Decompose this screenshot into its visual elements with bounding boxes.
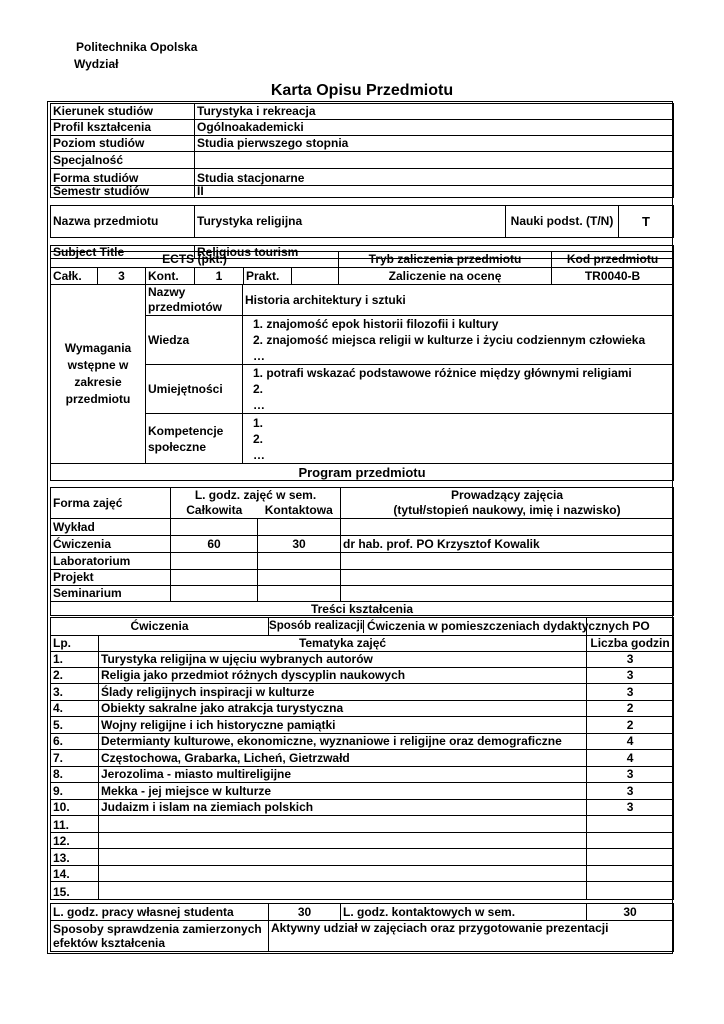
lp: 3. — [51, 684, 99, 701]
godziny — [587, 833, 674, 849]
praca-wlasna-label: L. godz. pracy własnej studenta — [51, 904, 269, 921]
class-forms-table — [50, 487, 674, 616]
kompetencje-item: … — [253, 447, 265, 462]
nazwy-label: Nazwy przedmiotów — [146, 285, 243, 316]
prerequisites-table — [50, 284, 674, 481]
umiejetnosci-item: … — [253, 398, 265, 412]
lp: 10. — [51, 800, 99, 816]
kompetencje-label: Kompetencje społeczne — [146, 414, 243, 464]
godz-kontaktowych-label: L. godz. kontaktowych w sem. — [341, 904, 587, 921]
temat: Determianty kulturowe, ekonomiczne, wyznaniowe i religijne oraz demograficzne — [99, 734, 587, 750]
wiedza-list — [243, 316, 674, 365]
prowadzacy-label: Prowadzący zajęcia — [450, 488, 564, 502]
kierunek-label: Kierunek studiów — [51, 104, 195, 120]
temat: Mekka - jej miejsce w kulturze — [99, 783, 587, 800]
forma-value: Studia stacjonarne — [195, 169, 674, 186]
sposob-label: Sposób realizacji — [269, 620, 363, 632]
page-title: Karta Opisu Przedmiotu — [270, 82, 454, 99]
tresci-title: Treści kształcenia — [51, 602, 674, 616]
temat — [99, 833, 587, 849]
temat: Jerozolima - miasto multireligijne — [99, 767, 587, 783]
liczba-godzin-label: Liczba godzin — [587, 636, 674, 652]
specjalnosc-label: Specjalność — [51, 152, 195, 169]
sposoby-sprawdzenia-label: Sposoby sprawdzenia zamierzonych efektów kształcenia — [51, 921, 269, 952]
temat — [99, 849, 587, 866]
godziny — [587, 849, 674, 866]
lp: 1. — [51, 652, 99, 668]
godziny: 4 — [587, 734, 674, 750]
nazwa-label: Nazwa przedmiotu — [51, 206, 195, 238]
umiejetnosci-label: Umiejętności — [146, 365, 243, 414]
calk-hours — [171, 553, 258, 570]
subject-label: Subject Title — [51, 246, 195, 259]
godziny: 4 — [587, 750, 674, 767]
wiedza-item: 2. znajomość miejsca religii w kulturze i życiu codziennym człowieka — [253, 333, 646, 347]
lp: 13. — [51, 849, 99, 866]
lp: 14. — [51, 866, 99, 882]
calk-hours: 60 — [171, 536, 258, 553]
godz-header — [171, 488, 341, 519]
godziny — [587, 816, 674, 833]
summary-table — [50, 903, 674, 952]
kont-label: Kont. — [146, 268, 195, 285]
wiedza-item: … — [253, 349, 265, 363]
prowadzacy-name — [341, 570, 674, 586]
forma-row-label: Laboratorium — [51, 553, 171, 570]
lp: 12. — [51, 833, 99, 849]
prowadzacy-name: dr hab. prof. PO Krzysztof Kowalik — [341, 536, 674, 553]
umiejetnosci-list — [243, 365, 674, 414]
kompetencje-item: 2. — [253, 431, 264, 446]
nauki-value: T — [619, 206, 674, 238]
ects-table — [50, 251, 674, 285]
temat: Obiekty sakralne jako atrakcja turystyczna — [99, 701, 587, 717]
kont-hours: 30 — [258, 536, 341, 553]
kont-hours — [258, 586, 341, 602]
temat: Turystyka religijna w ujęciu wybranych autorów — [99, 652, 587, 668]
calk-label: Całk. — [51, 268, 98, 285]
sposob-value: Ćwiczenia w pomieszczeniach dydaktycznych PO — [366, 619, 650, 633]
sposoby-sprawdzenia-value: Aktywny udział w zajęciach oraz przygotowanie prezentacji — [269, 921, 674, 952]
tresci-typ: Ćwiczenia — [51, 618, 269, 636]
forma-row-label: Projekt — [51, 570, 171, 586]
tryb-label: Tryb zaliczenia przedmiotu — [339, 252, 552, 268]
calk-value: 3 — [98, 268, 146, 285]
prereq-label: Wymagania wstępne w zakresie przedmiotu — [51, 285, 146, 464]
kont-hours — [258, 519, 341, 536]
godziny: 2 — [587, 701, 674, 717]
profil-value: Ogólnoakademicki — [195, 120, 674, 136]
wiedza-label: Wiedza — [146, 316, 243, 365]
kompetencje-list — [243, 414, 674, 464]
prowadzacy-name — [341, 553, 674, 570]
prowadzacy-header — [341, 488, 674, 519]
forma-row-label: Seminarium — [51, 586, 171, 602]
temat — [99, 866, 587, 882]
kod-label: Kod przedmiotu — [552, 252, 674, 268]
godz-kontaktowych-value: 30 — [587, 904, 674, 921]
specjalnosc-value — [195, 152, 674, 169]
faculty-name: Wydział — [74, 57, 119, 71]
wiedza-item: 1. znajomość epok historii filozofii i kultury — [253, 317, 499, 331]
lp: 9. — [51, 783, 99, 800]
prakt-label: Prakt. — [244, 268, 292, 285]
godziny: 3 — [587, 668, 674, 684]
subject-value: Religious tourism — [195, 246, 674, 259]
godz-label: L. godz. zajęć w sem. — [194, 488, 317, 502]
nazwa-value: Turystyka religijna — [195, 206, 506, 238]
forma-label: Forma studiów — [51, 169, 195, 186]
content-table — [50, 617, 674, 900]
poziom-label: Poziom studiów — [51, 136, 195, 152]
university-name: Politechnika Opolska — [76, 40, 198, 54]
kont-hours — [258, 570, 341, 586]
calk-hours — [171, 570, 258, 586]
umiejetnosci-item: 1. potrafi wskazać podstawowe różnice między głównymi religiami — [253, 366, 632, 380]
prakt-value — [292, 268, 339, 285]
ects-label: ECTS (pkt.) — [51, 252, 339, 268]
temat — [99, 816, 587, 833]
prowadzacy-name — [341, 586, 674, 602]
lp: 8. — [51, 767, 99, 783]
umiejetnosci-item: 2. — [253, 382, 264, 396]
lp: 11. — [51, 816, 99, 833]
lp: 15. — [51, 882, 99, 900]
godziny: 3 — [587, 800, 674, 816]
temat: Judaizm i islam na ziemiach polskich — [99, 800, 587, 816]
kod-value: TR0040-B — [552, 268, 674, 285]
lp: 2. — [51, 668, 99, 684]
godziny: 3 — [587, 767, 674, 783]
kompetencje-item: 1. — [253, 415, 264, 430]
godziny: 2 — [587, 717, 674, 734]
semestr-label: Semestr studiów — [51, 186, 195, 198]
tryb-value: Zaliczenie na ocenę — [339, 268, 552, 285]
lp: 4. — [51, 701, 99, 717]
temat — [99, 882, 587, 900]
sposob-row — [269, 618, 650, 636]
kierunek-value: Turystyka i rekreacja — [195, 104, 674, 120]
forma-row-label: Wykład — [51, 519, 171, 536]
kont-hours — [258, 553, 341, 570]
nazwy-value: Historia architektury i sztuki — [243, 285, 674, 316]
forma-row-label: Ćwiczenia — [51, 536, 171, 553]
godziny: 3 — [587, 783, 674, 800]
godziny — [587, 882, 674, 900]
forma-zajec-label: Forma zajęć — [51, 488, 171, 519]
temat: Częstochowa, Grabarka, Licheń, Gietrzwałd — [99, 750, 587, 767]
lp: 7. — [51, 750, 99, 767]
program-title: Program przedmiotu — [51, 464, 674, 481]
semestr-value: II — [195, 186, 674, 198]
temat: Religia jako przedmiot różnych dyscyplin naukowych — [99, 668, 587, 684]
lp-label: Lp. — [51, 636, 99, 652]
kontaktowa-label: Kontaktowa — [264, 503, 333, 517]
praca-wlasna-value: 30 — [269, 904, 341, 921]
lp: 5. — [51, 717, 99, 734]
nauki-label: Nauki podst. (T/N) — [506, 206, 619, 238]
poziom-value: Studia pierwszego stopnia — [195, 136, 674, 152]
tematyka-label: Tematyka zajęć — [99, 636, 587, 652]
course-info-table — [50, 103, 674, 259]
calkowita-label: Całkowita — [186, 503, 243, 517]
temat: Ślady religijnych inspiracji w kulturze — [99, 684, 587, 701]
godziny: 3 — [587, 652, 674, 668]
profil-label: Profil kształcenia — [51, 120, 195, 136]
lp: 6. — [51, 734, 99, 750]
godziny — [587, 866, 674, 882]
prowadzacy-name — [341, 519, 674, 536]
godziny: 3 — [587, 684, 674, 701]
prowadzacy-sub: (tytuł/stopień naukowy, imię i nazwisko) — [393, 503, 621, 517]
kont-value: 1 — [195, 268, 244, 285]
calk-hours — [171, 519, 258, 536]
calk-hours — [171, 586, 258, 602]
temat: Wojny religijne i ich historyczne pamiątki — [99, 717, 587, 734]
